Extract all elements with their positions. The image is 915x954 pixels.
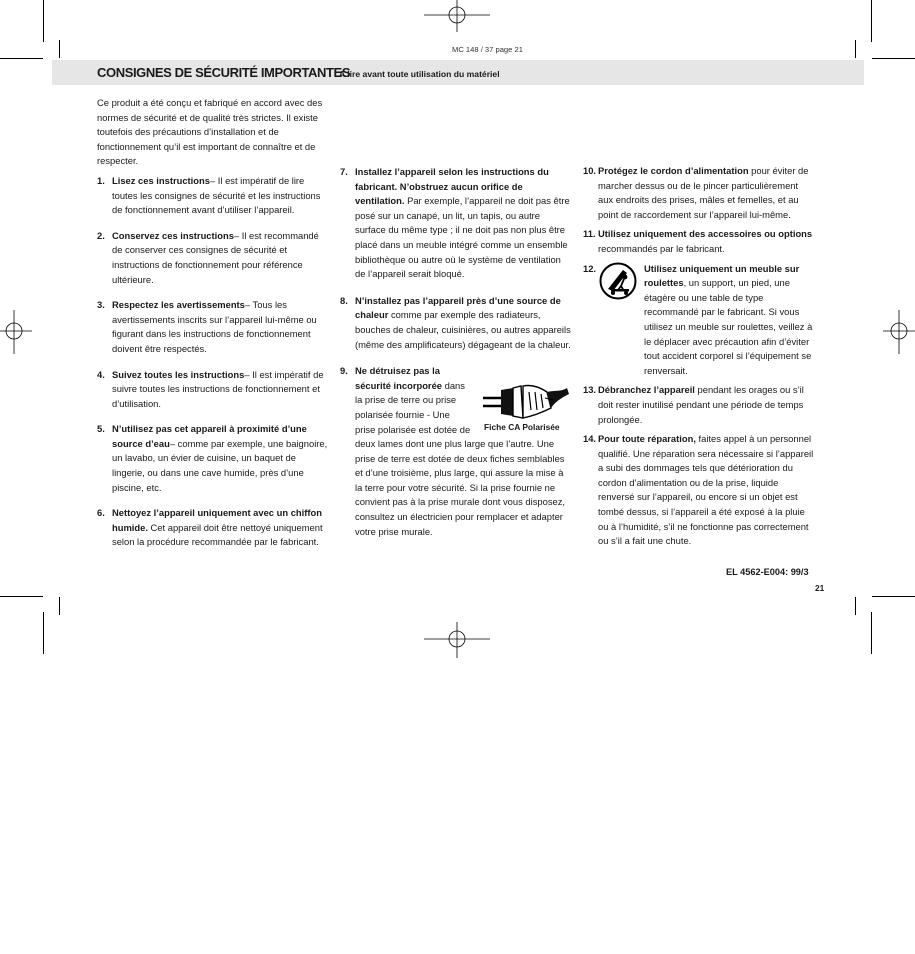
list-item: 11. Utilisez uniquement des accessoires ou options recommandés par le fabricant. (583, 228, 813, 254)
list-item: 1. Lisez ces instructions– Il est impératif de lire toutes les consignes de sécurité et les instructions de fonctionnement avant d’utiliser l’appareil. (97, 174, 321, 216)
list-item: 13. Débranchez l’appareil pendant les orages ou s’il doit rester inutilisé pendant une période de temps prolongée. (583, 384, 804, 425)
cart-tipover-warning-icon (599, 262, 637, 300)
column-2 (340, 165, 572, 539)
plug-caption: Fiche CA Polarisée (484, 422, 560, 432)
document-reference: EL 4562-E004: 99/3 (726, 567, 809, 577)
page-subtitle: A lire avant toute utilisation du matériel (339, 69, 500, 79)
registration-mark-icon (883, 310, 915, 354)
intro-paragraph: Ce produit a été conçu et fabriqué en accord avec des normes de sécurité et de qualité très strictes. Il existe toutefois des précautions d’installation et de fonctionnement qu’il est important de connaître et de respecter. (97, 97, 323, 167)
list-item: 9. Ne détruisez pas la sécurité incorporée dans la prise de terre ou prise polarisée fournie - Une prise polarisée est dotée de deux lames dont une plus large que l’autre. Une prise de terre est dotée de deux fiches semblables et d’une troisième, plus large, qui assure la mise à la terre pour votre sécurité. Si la prise fournie ne convient pas à la prise murale dont vous disposez, consultez un électricien pour remplacer et adapter votre prise murale. (340, 364, 572, 539)
list-item: 4. Suivez toutes les instructions– Il est impératif de suivre toutes les instructions de fonctionnement et d’utilisation. (97, 368, 324, 409)
page-number: 21 (815, 583, 825, 593)
list-item: 2. Conservez ces instructions– Il est recommandé de conserver ces consignes de sécurité et instructions de fonctionnement pour référence ultérieure. (97, 229, 319, 285)
registration-mark-icon (0, 310, 32, 354)
list-item: 8. N’installez pas l’appareil près d’une source de chaleur comme par exemple des radiateurs, bouches de chaleur, cuisinières, ou autres appareils (même des amplificateurs) dégageant de la chaleur. (340, 294, 571, 350)
list-item: 7. Installez l’appareil selon les instructions du fabricant. N’obstruez aucun orifice de ventilation. Par exemple, l’appareil ne doit pas être posé sur un canapé, un lit, un tapis, ou autre surface du même type ; il ne doit pas non plus être placé dans un meuble intégré comme un ensemble bibliothèque ou autre où le système de ventilation de l’appareil serait bloqué. (340, 166, 570, 280)
registration-mark-icon (420, 0, 495, 32)
page-title: CONSIGNES DE SÉCURITÉ IMPORTANTES (97, 65, 351, 80)
list-item: 10. Protégez le cordon d’alimentation pour éviter de marcher dessus ou de le pincer particulièrement aux endroits des prises, mâles et femelles, et au point de raccordement sur l’appareil lui-même. (583, 165, 809, 220)
list-item: 6. Nettoyez l’appareil uniquement avec un chiffon humide. Cet appareil doit être nettoyé uniquement selon la procédure recommandée par le fabricant. (97, 507, 323, 548)
print-slug: MC 148 / 37 page 21 (452, 45, 523, 54)
column-1 (97, 96, 329, 550)
column-3 (583, 164, 815, 549)
list-item: 5. N’utilisez pas cet appareil à proximité d’une source d’eau– comme par exemple, une baignoire, un lavabo, un évier de cuisine, un baquet de lingerie, ou dans une cave humide, près d’une piscine, etc. (97, 423, 328, 493)
list-item: 12. Utilisez uniquement un meuble sur roulettes, un support, un pied, une étagère ou une table de type recommandé par le fabricant. Si vous utilisez un meuble sur roulettes, veillez à le déplacer avec précaution afin d’éviter tout accident corporel si l’équipement se renversait. (583, 262, 813, 376)
registration-mark-icon (420, 622, 495, 658)
list-item: 3. Respectez les avertissements– Tous les avertissements inscrits sur l’appareil lui-même ou figurant dans les instructions de fonctionnement doivent être respectés. (97, 299, 317, 354)
list-item: 14. Pour toute réparation, faites appel à un personnel qualifié. Une réparation sera nécessaire si l’appareil a subi des dommages tels que détérioration du cordon d’alimentation ou de la prise, liquide renversé sur l’appareil, ou encore si un objet est tombé dessus, si l’appareil a été exposé à la pluie ou à l’humidité, s’il ne fonctionne pas correctement ou s’il a fait une chute. (583, 433, 814, 547)
plug-icon (481, 378, 571, 420)
